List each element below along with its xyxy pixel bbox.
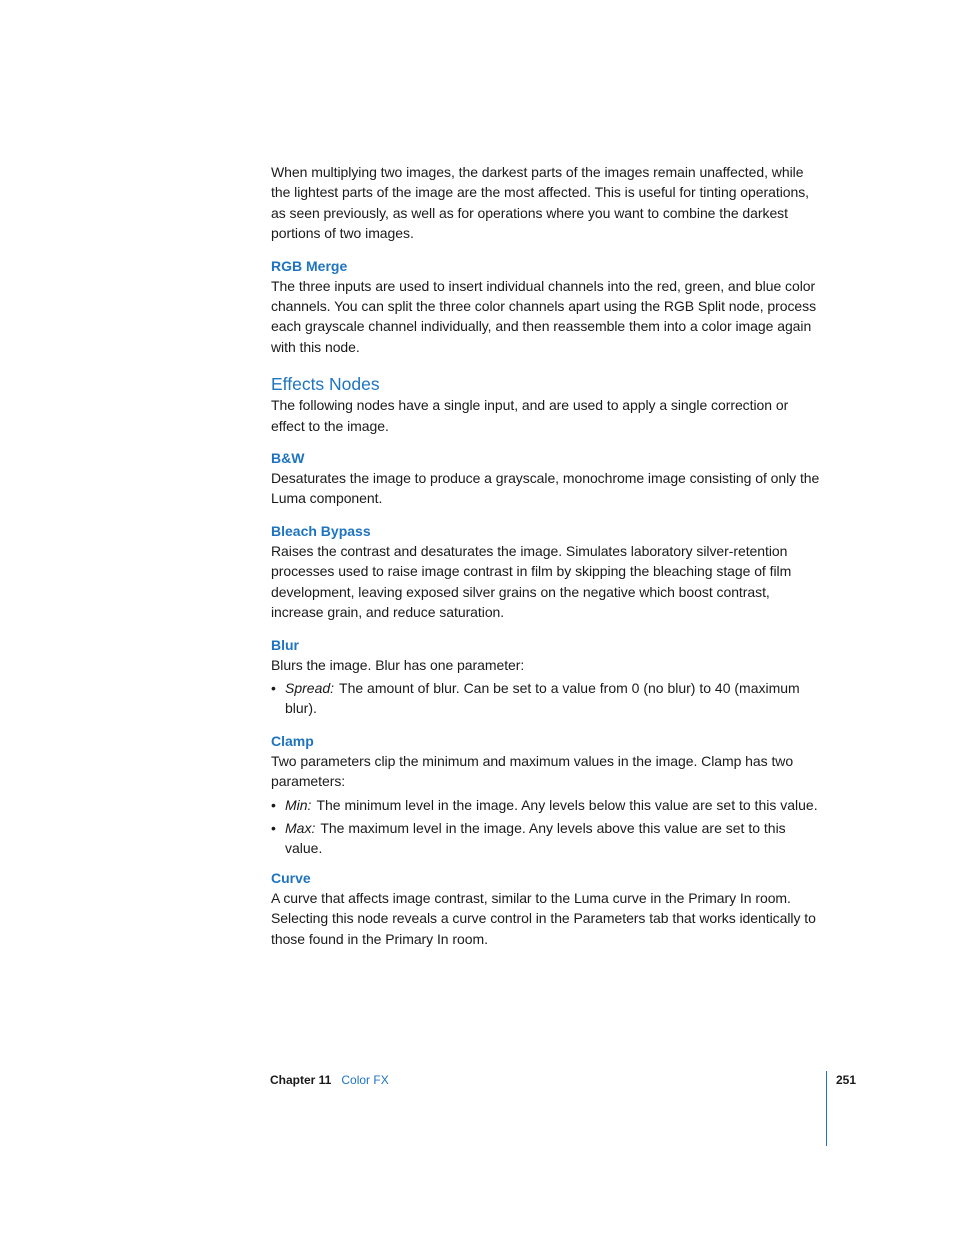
intro-paragraph: When multiplying two images, the darkest parts of the images remain unaffected, while the lightest parts of the image are the most affected. This is useful for tinting operations, as seen previously, as well as for operations where you want to combine the darkest portions of two images. <box>271 164 810 242</box>
bullet-icon: • <box>271 796 276 813</box>
curve-paragraph: A curve that affects image contrast, similar to the Luma curve in the Primary In room. Selecting this node reveals a curve control in the Parameters tab that works identically to those found in the Primary In room. <box>271 889 816 947</box>
list-item <box>271 795 823 815</box>
bw-paragraph: Desaturates the image to produce a grayscale, monochrome image consisting of only the Luma component. <box>271 470 820 507</box>
bullet-icon: • <box>271 679 276 696</box>
blur-parameter-list <box>271 678 823 719</box>
page-number: 251 <box>836 1073 857 1087</box>
page-footer <box>270 1072 389 1088</box>
page-content <box>271 162 823 949</box>
list-item <box>271 678 823 719</box>
footer-divider <box>826 1071 827 1146</box>
rgb-merge-paragraph: The three inputs are used to insert individual channels into the red, green, and blue color channels. You can split the three color channels apart using the RGB Split node, process each grayscale channel individually, and then reassemble them into a color image again with this node. <box>271 277 817 355</box>
heading-effects-nodes: Effects Nodes <box>271 374 380 395</box>
list-item <box>271 818 823 859</box>
clamp-parameter-list <box>271 795 823 859</box>
heading-bw: B&W <box>271 450 305 467</box>
chapter-label: Chapter 11 <box>270 1073 332 1087</box>
effects-nodes-paragraph: The following nodes have a single input, and are used to apply a single correction or effect to the image. <box>271 397 789 434</box>
heading-curve: Curve <box>271 869 311 886</box>
param-term: Spread: <box>285 679 335 696</box>
bleach-bypass-paragraph: Raises the contrast and desaturates the image. Simulates laboratory silver-retention processes used to raise image contrast in film by skipping the bleaching stage of film development, leaving exposed silver grains on the negative which boost contrast, increase grain, and reduce saturation. <box>271 542 792 621</box>
heading-blur: Blur <box>271 636 299 653</box>
param-term: Max: <box>285 819 316 836</box>
param-description: The maximum level in the image. Any levels above this value are set to this value. <box>285 819 786 857</box>
heading-clamp: Clamp <box>271 732 314 749</box>
bullet-icon: • <box>271 819 276 836</box>
heading-rgb-merge: RGB Merge <box>271 257 348 274</box>
param-term: Min: <box>285 796 312 813</box>
param-description: The amount of blur. Can be set to a value from 0 (no blur) to 40 (maximum blur). <box>285 679 800 717</box>
blur-paragraph: Blurs the image. Blur has one parameter: <box>271 656 525 673</box>
heading-bleach-bypass: Bleach Bypass <box>271 522 371 539</box>
chapter-title-link[interactable]: Color FX <box>341 1073 389 1087</box>
clamp-paragraph: Two parameters clip the minimum and maximum values in the image. Clamp has two parameters: <box>271 752 794 790</box>
param-description: The minimum level in the image. Any levels below this value are set to this value. <box>316 796 818 813</box>
